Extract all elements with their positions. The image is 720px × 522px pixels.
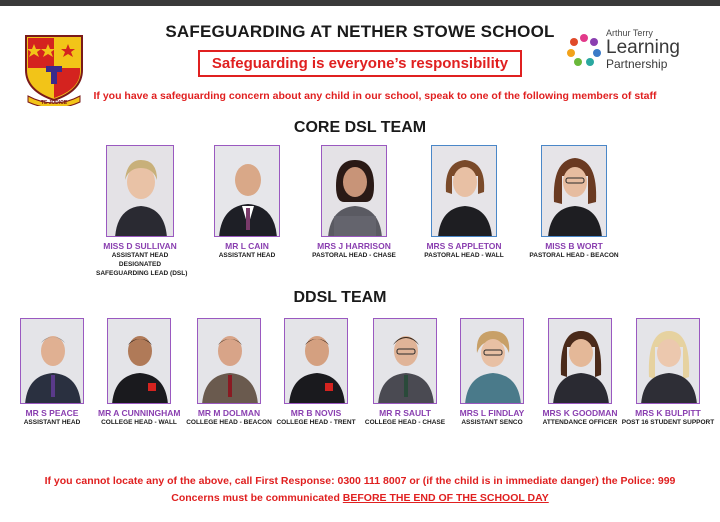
- ddsl-member-5: [364, 318, 446, 427]
- staff-photo: [214, 145, 280, 237]
- staff-role: ASSISTANT SENCO: [461, 419, 523, 426]
- staff-photo: [541, 145, 607, 237]
- motto-box: [198, 50, 522, 77]
- staff-photo: [106, 145, 174, 237]
- staff-name: MRS K BULPITT: [635, 408, 701, 418]
- staff-name: MR R SAULT: [379, 408, 431, 418]
- partner-logo-small: Arthur Terry: [606, 28, 653, 38]
- core-team-title: CORE DSL TEAM: [293, 119, 427, 136]
- staff-role: COLLEGE HEAD - BEACON: [186, 419, 272, 426]
- core-member-4: [419, 145, 509, 260]
- staff-role: PASTORAL HEAD - BEACON: [529, 252, 619, 259]
- staff-photo: [284, 318, 348, 404]
- ddsl-member-1: [11, 318, 93, 427]
- partner-logo-sub: Partnership: [606, 57, 668, 71]
- staff-photo: [197, 318, 261, 404]
- staff-photo: [460, 318, 524, 404]
- staff-role: PASTORAL HEAD - WALL: [424, 252, 504, 259]
- ddsl-member-3: [186, 318, 272, 427]
- staff-photo: [20, 318, 84, 404]
- staff-name: MRS L FINDLAY: [459, 408, 525, 418]
- staff-role: COLLEGE HEAD - WALL: [101, 419, 177, 426]
- partner-logo: [566, 28, 696, 78]
- core-member-5: [529, 145, 619, 260]
- staff-name: MISS D SULLIVAN: [103, 241, 177, 251]
- page-title: SAFEGUARDING AT NETHER STOWE SCHOOL: [165, 22, 555, 41]
- staff-role: POST 16 STUDENT SUPPORT: [621, 419, 715, 426]
- ddsl-member-6: [449, 318, 535, 427]
- motto-text: Safeguarding is everyone’s responsibility: [211, 55, 509, 72]
- ddsl-member-4: [275, 318, 357, 427]
- staff-name: MR L CAIN: [225, 241, 269, 251]
- staff-name: MR A CUNNINGHAM: [98, 408, 181, 418]
- deadline-prefix: Concerns must be communicated: [171, 492, 343, 504]
- staff-name: MRS K GOODMAN: [542, 408, 618, 418]
- staff-role-line-2: DESIGNATED: [118, 261, 162, 268]
- deadline-emphasis: BEFORE THE END OF THE SCHOOL DAY: [342, 492, 549, 504]
- staff-role-line-3: SAFEGUARDING LEAD (DSL): [96, 270, 188, 277]
- staff-name: MRS S APPLETON: [426, 241, 502, 251]
- staff-name: MR M DOLMAN: [197, 408, 261, 418]
- partner-logo-big: Learning: [606, 37, 680, 58]
- top-bar: [0, 0, 720, 6]
- staff-photo: [636, 318, 700, 404]
- staff-role: COLLEGE HEAD - TRENT: [276, 419, 356, 426]
- core-member-3: [310, 145, 398, 260]
- concern-instruction: If you have a safeguarding concern about any child in our school, speak to one of the following members of staff: [93, 90, 657, 102]
- core-member-2: [203, 145, 291, 260]
- staff-photo: [373, 318, 437, 404]
- staff-name: MRS J HARRISON: [317, 241, 391, 251]
- staff-role: ASSISTANT HEAD: [23, 419, 81, 426]
- ddsl-member-2: [98, 318, 180, 427]
- staff-name: MISS B WORT: [545, 241, 603, 251]
- core-member-1: [96, 145, 188, 278]
- ddsl-team-title: DDSL TEAM: [293, 289, 387, 306]
- staff-role: ATTENDANCE OFFICER: [542, 419, 618, 426]
- staff-name: MR B NOVIS: [290, 408, 342, 418]
- staff-role: COLLEGE HEAD - CHASE: [364, 419, 446, 426]
- partner-logo-icon: [566, 32, 602, 68]
- staff-role: ASSISTANT HEAD: [111, 252, 169, 259]
- deadline-notice: [0, 492, 720, 504]
- first-response-notice: If you cannot locate any of the above, call First Response: 0300 111 8007 or (if the child is in immediate danger) the Police: 999: [44, 475, 676, 487]
- staff-photo: [431, 145, 497, 237]
- crest-motto: TE JUDICE: [40, 100, 68, 106]
- staff-photo: [107, 318, 171, 404]
- ddsl-member-7: [535, 318, 625, 427]
- staff-photo: [548, 318, 612, 404]
- staff-role: ASSISTANT HEAD: [218, 252, 276, 259]
- ddsl-member-8: [621, 318, 715, 427]
- staff-name: MR S PEACE: [25, 408, 79, 418]
- staff-photo: [321, 145, 387, 237]
- staff-role: PASTORAL HEAD - CHASE: [312, 252, 396, 259]
